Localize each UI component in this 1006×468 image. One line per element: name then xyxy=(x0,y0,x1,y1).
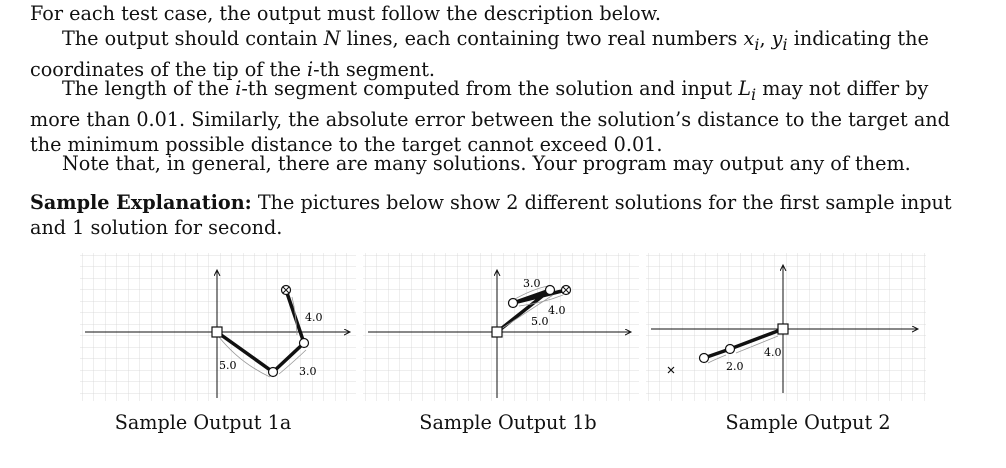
para-output-intro: For each test case, the output must follow the description below. xyxy=(30,2,661,25)
segment-length-label: 4.0 xyxy=(764,346,782,359)
segment-length-label: 5.0 xyxy=(531,315,549,328)
caption-sample-output-2: Sample Output 2 xyxy=(725,411,891,434)
base-square-icon xyxy=(492,327,502,337)
segment-length-label: 2.0 xyxy=(726,360,744,373)
joint-icon xyxy=(300,339,309,348)
caption-sample-output-1a: Sample Output 1a xyxy=(114,411,292,434)
figure-sample-output-1a xyxy=(80,253,356,401)
para-many-solutions: Note that, in general, there are many solutions. Your program may output any of them. xyxy=(62,152,911,175)
figure-sample-output-2 xyxy=(646,253,926,401)
segment-length-label: 4.0 xyxy=(548,304,566,317)
segment-length-label: 3.0 xyxy=(299,365,317,378)
joint-icon xyxy=(700,354,709,363)
para-output-format: The output should contain N lines, each containing two real numbers $x_i$, $y_i$ indicating the coordinates of the tip of the i-th segment. xyxy=(30,27,929,81)
joint-icon xyxy=(726,345,735,354)
para-sample-explanation: Sample Explanation: The pictures below show 2 different solutions for the first sample input and 1 solution for second. xyxy=(30,191,952,239)
joint-icon xyxy=(269,368,278,377)
caption-sample-output-1b: Sample Output 1b xyxy=(419,411,597,434)
base-square-icon xyxy=(212,327,222,337)
joint-icon xyxy=(546,286,555,295)
figure-sample-output-1b xyxy=(363,253,639,401)
segment-length-label: 3.0 xyxy=(523,277,541,290)
para-tolerance: The length of the i-th segment computed from the solution and input $L_i$ may not differ by more than 0.01. Similarly, the absolute error between the solution’s distance to the target and the minimum possible distance to the target cannot exceed 0.01. xyxy=(30,77,950,156)
segment-length-label: 5.0 xyxy=(219,359,237,372)
joint-icon xyxy=(509,299,518,308)
base-square-icon xyxy=(778,324,788,334)
segment-length-label: 4.0 xyxy=(305,311,323,324)
